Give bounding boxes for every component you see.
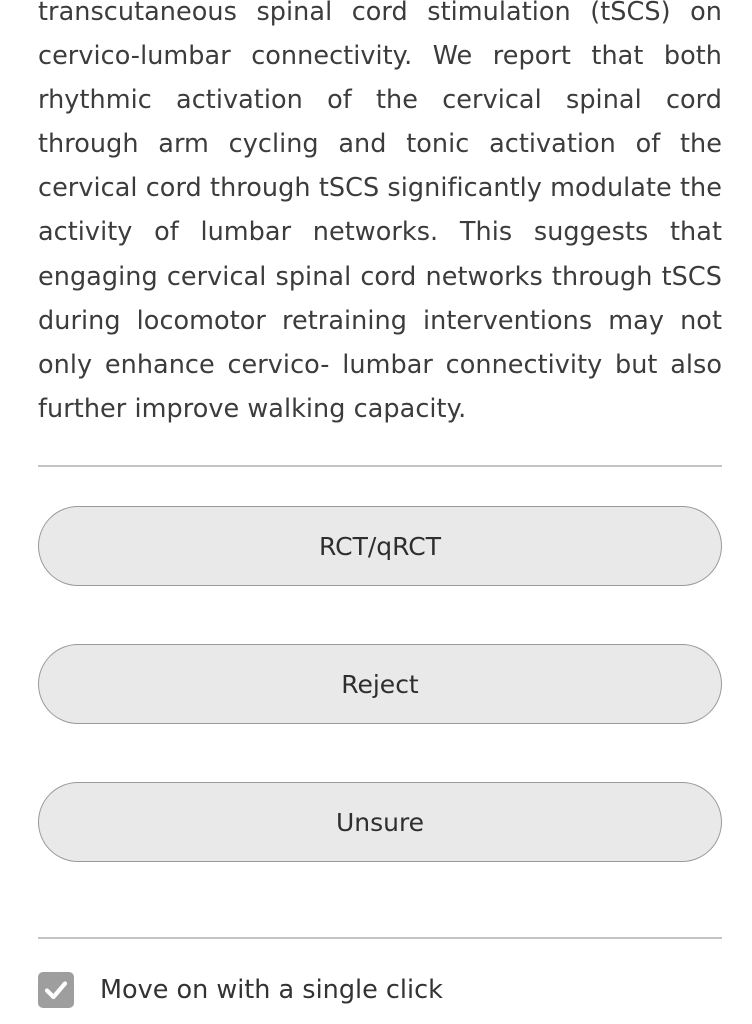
abstract-line: lumbar networks. This suggests that engaging cervical [38, 217, 722, 292]
checkmark-icon [43, 977, 69, 1003]
rct-qrct-button-label: RCT/qRCT [319, 531, 441, 561]
abstract-line: rhythmic activation of the cervical spinal cord through [38, 85, 722, 160]
abstract-line: through tSCS significantly modulate the activity of [38, 173, 722, 248]
abstract-line: spinal cord networks through tSCS during locomotor [38, 261, 723, 336]
rct-qrct-button[interactable] [38, 506, 722, 586]
abstract-line: capacity. [353, 393, 467, 424]
reject-button-label: Reject [341, 669, 419, 699]
single-click-label: Move on with a single click [100, 975, 443, 1005]
divider-top [38, 465, 722, 467]
single-click-option [38, 970, 443, 1010]
abstract-line: transcutaneous spinal cord stimulation (tSCS) on [38, 0, 722, 27]
abstract-line: arm cycling and tonic activation of the cervical cord [38, 129, 723, 204]
unsure-button[interactable] [38, 782, 722, 862]
abstract-line: retraining interventions may not only enhance cervico- [38, 305, 722, 380]
abstract-line: cervico-lumbar connectivity. We report that both [38, 41, 722, 72]
abstract-text [38, 0, 722, 431]
single-click-checkbox[interactable] [38, 972, 74, 1008]
divider-bottom [38, 937, 722, 939]
abstract-line: lumbar connectivity but also further improve walking [38, 349, 723, 424]
unsure-button-label: Unsure [335, 807, 425, 837]
reject-button[interactable] [38, 644, 722, 724]
